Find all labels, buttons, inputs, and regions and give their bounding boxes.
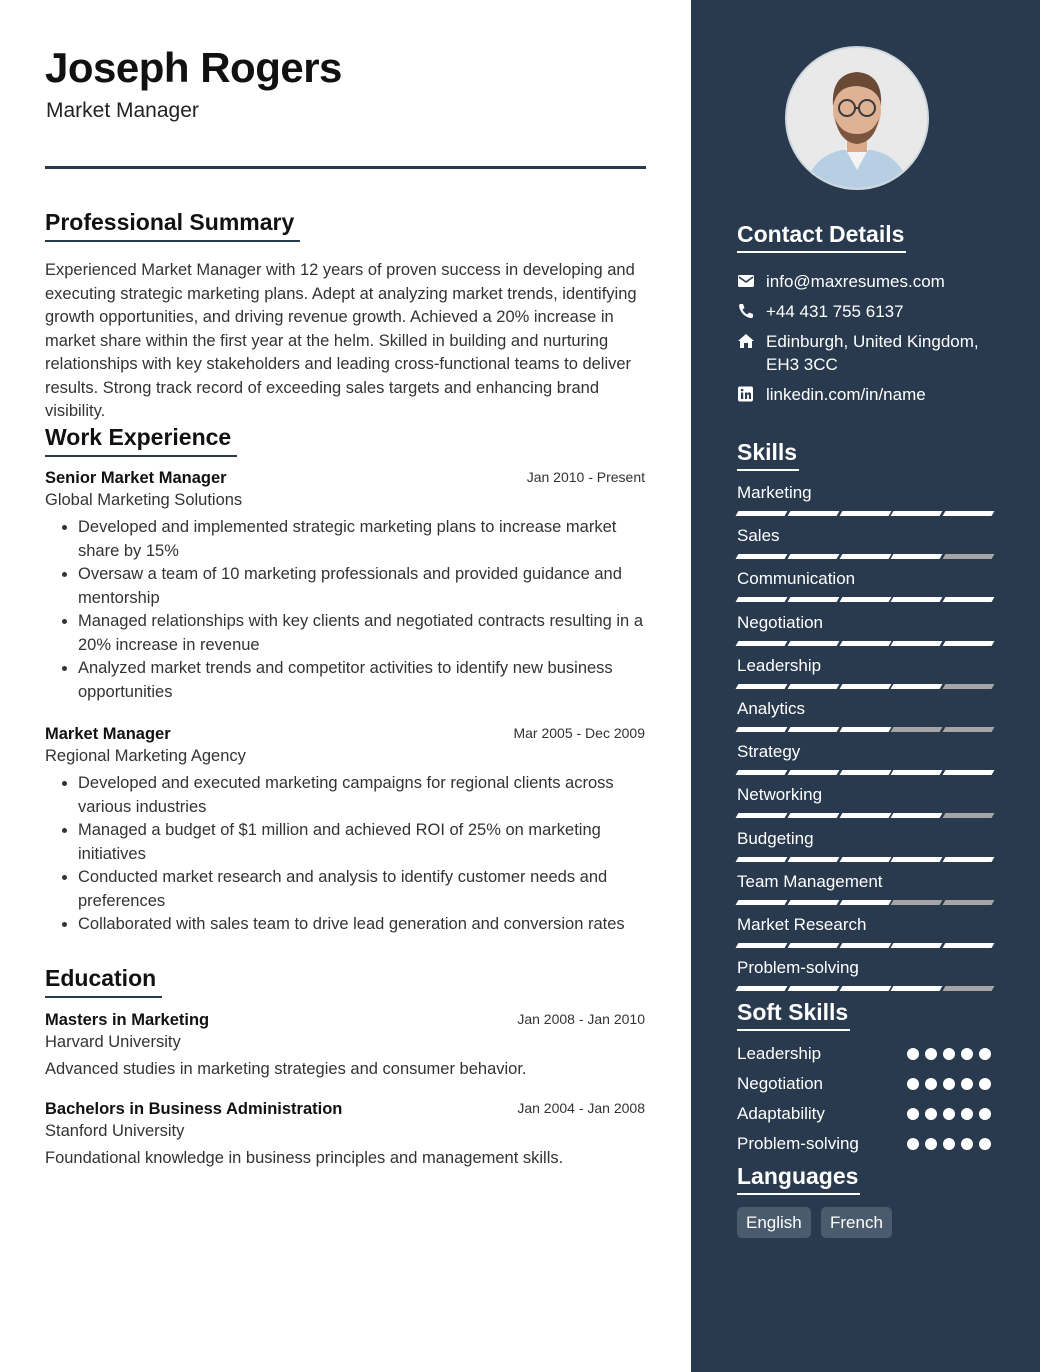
skill-bar-segment: [787, 900, 839, 905]
skill-level-bar: [737, 641, 993, 646]
job-role: Market Manager: [45, 725, 171, 743]
rating-dot: [943, 1138, 955, 1150]
skill-bar-segment: [736, 770, 788, 775]
education-entry: [45, 1100, 645, 1168]
skill-bar-segment: [839, 727, 891, 732]
skill-name: Budgeting: [737, 828, 814, 848]
email-text: info@maxresumes.com: [766, 272, 945, 291]
skill-bar-segment: [839, 813, 891, 818]
skill-bar-segment: [736, 813, 788, 818]
skill-bar-segment: [787, 986, 839, 991]
skill-bar-segment: [787, 727, 839, 732]
rating-dot: [925, 1108, 937, 1120]
rating-dots: [907, 1138, 991, 1150]
rating-dot: [943, 1078, 955, 1090]
skill-bar-segment: [943, 597, 995, 602]
skill-bar-segment: [839, 857, 891, 862]
skill-name: Problem-solving: [737, 958, 859, 978]
envelope-icon: [737, 273, 755, 289]
skill-bar-segment: [736, 857, 788, 862]
rating-dot: [979, 1078, 991, 1090]
skill-bar-segment: [891, 986, 943, 991]
skill-bar-segment: [891, 770, 943, 775]
skill-bar-segment: [839, 554, 891, 559]
rating-dots: [907, 1108, 991, 1120]
skill-bar-segment: [891, 597, 943, 602]
skill-bar-segment: [787, 813, 839, 818]
rating-dot: [979, 1138, 991, 1150]
school: Stanford University: [45, 1122, 185, 1140]
degree: Masters in Marketing: [45, 1011, 210, 1029]
soft-skill-item: [737, 1104, 997, 1124]
skill-level-bar: [737, 727, 993, 732]
job-bullet: • Collaborated with sales team to drive lead generation and conversion rates: [78, 913, 645, 937]
rating-dot: [979, 1108, 991, 1120]
contact-heading: Contact Details: [737, 221, 906, 253]
skill-name: Market Research: [737, 915, 867, 934]
rating-dot: [961, 1108, 973, 1120]
skill-bar-segment: [891, 511, 943, 516]
contact-address: [737, 330, 1007, 376]
rating-dots: [907, 1078, 991, 1090]
skill-bar-segment: [943, 986, 995, 991]
skill-bar-segment: [736, 554, 788, 559]
skill-name: Communication: [737, 569, 856, 589]
skill-level-bar: [737, 943, 993, 948]
job-bullets: [45, 516, 645, 704]
candidate-name: Joseph Rogers: [45, 44, 342, 91]
soft-skill-item: [737, 1044, 997, 1064]
skill-level-bar: [737, 511, 993, 516]
skill-level-bar: [737, 986, 993, 991]
skill-bar-segment: [891, 727, 943, 732]
skill-name: Sales: [737, 526, 780, 546]
skill-item: [737, 829, 993, 862]
address-line1: Edinburgh, United Kingdom,: [766, 332, 979, 351]
skill-item: [737, 785, 993, 818]
skill-item: [737, 483, 993, 516]
soft-skill-item: [737, 1134, 997, 1154]
soft-skills-heading: Soft Skills: [737, 999, 850, 1031]
profile-photo: [785, 46, 929, 190]
summary-heading: Professional Summary: [45, 209, 300, 242]
home-icon: [737, 333, 755, 349]
skill-item: [737, 915, 993, 948]
skill-bar-segment: [736, 597, 788, 602]
skill-level-bar: [737, 597, 993, 602]
skill-level-bar: [737, 684, 993, 689]
skill-item: [737, 656, 993, 689]
skill-bar-segment: [839, 770, 891, 775]
skill-bar-segment: [736, 943, 788, 948]
rating-dot: [925, 1078, 937, 1090]
degree: Bachelors in Business Administration: [45, 1100, 343, 1118]
skill-bar-segment: [787, 857, 839, 862]
rating-dot: [961, 1138, 973, 1150]
skill-bar-segment: [736, 727, 788, 732]
job-bullet: • Conducted market research and analysis to identify customer needs and preferences: [78, 866, 645, 913]
skill-bar-segment: [839, 684, 891, 689]
rating-dots: [907, 1048, 991, 1060]
summary-text: Experienced Market Manager with 12 years of proven success in developing and executing strategic marketing plans. Adept at analyzing market trends, identifying growth opportunities, and driving revenue growth. Achieved a 20% increase in market share within the first year at the helm. Skilled in building and nurturing relationships with key stakeholders and leading cross-functional teams to deliver results. Strong track record of exceeding sales targets and enhancing brand visibility.: [45, 261, 637, 420]
skill-name: Marketing: [737, 483, 812, 502]
job-company: Regional Marketing Agency: [45, 747, 246, 765]
candidate-title: Market Manager: [46, 99, 199, 122]
language-tag: English: [737, 1207, 811, 1238]
job-bullet: • Analyzed market trends and competitor activities to identify new business opportunities: [78, 657, 645, 704]
skills-heading: Skills: [737, 439, 799, 471]
job-bullet: • Oversaw a team of 10 marketing professionals and provided guidance and mentorship: [78, 563, 645, 610]
soft-skill-name: Adaptability: [737, 1104, 825, 1123]
job-company: Global Marketing Solutions: [45, 491, 243, 509]
languages-heading: Languages: [737, 1163, 860, 1195]
school: Harvard University: [45, 1033, 181, 1051]
skill-bar-segment: [943, 943, 995, 948]
skill-bar-segment: [839, 597, 891, 602]
job-bullet: • Managed relationships with key clients and negotiated contracts resulting in a 20% increase in revenue: [78, 610, 645, 657]
job-role: Senior Market Manager: [45, 469, 227, 487]
rating-dot: [907, 1048, 919, 1060]
skill-bar-segment: [787, 554, 839, 559]
skill-bar-segment: [787, 770, 839, 775]
rating-dot: [979, 1048, 991, 1060]
skill-bar-segment: [736, 684, 788, 689]
skill-bar-segment: [736, 986, 788, 991]
skill-name: Networking: [737, 785, 823, 805]
skill-bar-segment: [943, 641, 995, 646]
linkedin-text: linkedin.com/in/name: [766, 385, 926, 404]
rating-dot: [925, 1048, 937, 1060]
skill-bar-segment: [891, 813, 943, 818]
experience-heading: Work Experience: [45, 424, 237, 457]
contact-email[interactable]: [737, 270, 1007, 293]
education-description: Advanced studies in marketing strategies and consumer behavior.: [45, 1060, 527, 1078]
job-bullet: • Managed a budget of $1 million and achieved ROI of 25% on marketing initiatives: [78, 819, 645, 866]
skill-item: [737, 958, 993, 991]
skill-item: [737, 742, 993, 775]
skill-bar-segment: [891, 641, 943, 646]
rating-dot: [907, 1138, 919, 1150]
skill-item: [737, 526, 993, 559]
skill-bar-segment: [787, 511, 839, 516]
soft-skill-name: Leadership: [737, 1044, 822, 1063]
skill-name: Negotiation: [737, 612, 824, 632]
skill-bar-segment: [891, 857, 943, 862]
job-date: Jan 2010 - Present: [526, 469, 645, 485]
rating-dot: [943, 1108, 955, 1120]
education-entry: [45, 1011, 645, 1079]
skill-bar-segment: [891, 900, 943, 905]
education-date: Jan 2004 - Jan 2008: [517, 1100, 645, 1116]
skill-bar-segment: [736, 641, 788, 646]
skill-item: [737, 872, 993, 905]
skill-bar-segment: [839, 986, 891, 991]
soft-skill-item: [737, 1074, 997, 1094]
rating-dot: [907, 1078, 919, 1090]
skill-bar-segment: [891, 684, 943, 689]
skill-bar-segment: [839, 900, 891, 905]
education-heading: Education: [45, 965, 162, 998]
skill-bar-segment: [943, 900, 995, 905]
skill-bar-segment: [787, 597, 839, 602]
skill-bar-segment: [736, 511, 788, 516]
linkedin-icon: [737, 386, 755, 402]
job-date: Mar 2005 - Dec 2009: [513, 725, 645, 741]
job-entry: [45, 469, 645, 704]
address-line2: EH3 3CC: [766, 355, 838, 374]
skill-bar-segment: [943, 770, 995, 775]
header-divider: [45, 166, 646, 169]
job-bullets: [45, 772, 645, 937]
skill-bar-segment: [787, 684, 839, 689]
skill-bar-segment: [839, 641, 891, 646]
skill-level-bar: [737, 857, 993, 862]
skill-bar-segment: [891, 943, 943, 948]
skill-bar-segment: [891, 554, 943, 559]
skill-bar-segment: [943, 554, 995, 559]
rating-dot: [925, 1138, 937, 1150]
skill-level-bar: [737, 813, 993, 818]
skill-bar-segment: [736, 900, 788, 905]
skill-bar-segment: [943, 727, 995, 732]
address-text: [766, 330, 1007, 376]
contact-phone[interactable]: [737, 300, 1007, 323]
skill-item: [737, 569, 993, 602]
education-date: Jan 2008 - Jan 2010: [517, 1011, 645, 1027]
contact-linkedin[interactable]: [737, 383, 1007, 406]
skill-item: [737, 699, 993, 732]
language-tag: French: [821, 1207, 892, 1238]
phone-icon: [737, 303, 755, 319]
skill-bar-segment: [787, 641, 839, 646]
skill-name: Strategy: [737, 742, 801, 762]
skill-level-bar: [737, 554, 993, 559]
soft-skill-name: Negotiation: [737, 1074, 824, 1093]
soft-skill-name: Problem-solving: [737, 1134, 859, 1153]
skill-name: Team Management: [737, 871, 883, 891]
education-description: Foundational knowledge in business principles and management skills.: [45, 1149, 564, 1167]
rating-dot: [961, 1048, 973, 1060]
skill-bar-segment: [943, 857, 995, 862]
skill-bar-segment: [943, 813, 995, 818]
skill-bar-segment: [839, 511, 891, 516]
skill-bar-segment: [943, 511, 995, 516]
skill-bar-segment: [943, 684, 995, 689]
job-entry: [45, 725, 645, 937]
skill-name: Leadership: [737, 655, 822, 675]
job-bullet: • Developed and implemented strategic marketing plans to increase market share by 15%: [78, 516, 645, 563]
skill-bar-segment: [787, 943, 839, 948]
skill-level-bar: [737, 900, 993, 905]
skill-bar-segment: [839, 943, 891, 948]
job-bullet: • Developed and executed marketing campaigns for regional clients across various industries: [78, 772, 645, 819]
skill-level-bar: [737, 770, 993, 775]
skill-name: Analytics: [737, 699, 806, 718]
phone-text: +44 431 755 6137: [766, 302, 904, 321]
skill-item: [737, 613, 993, 646]
rating-dot: [943, 1048, 955, 1060]
rating-dot: [907, 1108, 919, 1120]
rating-dot: [961, 1078, 973, 1090]
